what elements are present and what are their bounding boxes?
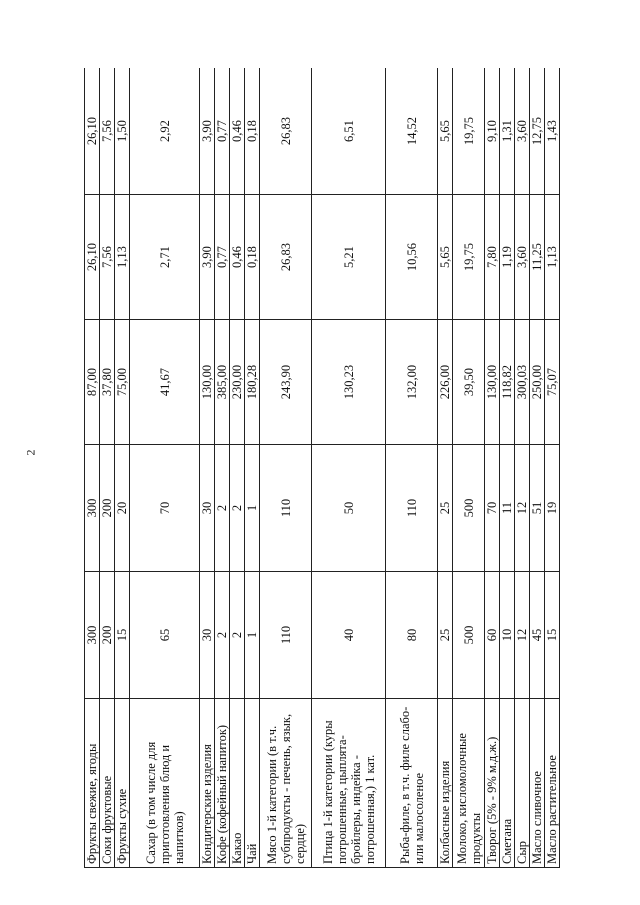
norm-1-cell: 12 (515, 572, 530, 699)
norm-1-cell: 500 (453, 572, 485, 699)
price-cell: 226,00 (438, 320, 453, 445)
table-row (260, 68, 312, 868)
norm-1-cell: 80 (386, 572, 438, 699)
price-cell: 130,00 (485, 320, 500, 445)
table-row (100, 68, 115, 868)
cost-1-cell: 1,13 (545, 195, 560, 320)
norm-2-cell: 1 (245, 445, 260, 572)
price-cell: 243,90 (260, 320, 312, 445)
cost-2-cell: 1,43 (545, 68, 560, 195)
norm-1-cell: 30 (200, 572, 215, 699)
product-name-cell: Колбасные изделия (438, 699, 453, 868)
price-cell: 75,00 (115, 320, 130, 445)
cost-2-cell: 0,18 (245, 68, 260, 195)
cost-1-cell: 10,56 (386, 195, 438, 320)
product-name-cell: Мясо 1-й категории (в т.ч. субпродукты - печень, язык, сердце) (260, 699, 312, 868)
product-name-cell: Молоко, кисломолочные продукты (453, 699, 485, 868)
product-name-cell: Рыба-филе, в т.ч. филе слабо- или малосоленое (386, 699, 438, 868)
cost-2-cell: 26,10 (85, 68, 100, 195)
norm-2-cell: 300 (85, 445, 100, 572)
table-row (115, 68, 130, 868)
price-cell: 75,07 (545, 320, 560, 445)
cost-1-cell: 19,75 (453, 195, 485, 320)
cost-1-cell: 5,65 (438, 195, 453, 320)
norm-1-cell: 1 (245, 572, 260, 699)
cost-1-cell: 5,21 (312, 195, 386, 320)
norm-2-cell: 2 (215, 445, 230, 572)
norm-1-cell: 40 (312, 572, 386, 699)
product-name-cell: Какао (230, 699, 245, 868)
cost-2-cell: 7,56 (100, 68, 115, 195)
product-name-cell: Творог (5% - 9% м.д.ж.) (485, 699, 500, 868)
cost-1-cell: 26,83 (260, 195, 312, 320)
table-row (200, 68, 215, 868)
cost-2-cell: 3,60 (515, 68, 530, 195)
price-cell: 180,28 (245, 320, 260, 445)
product-name-cell: Фрукты свежие, ягоды (85, 699, 100, 868)
norm-1-cell: 60 (485, 572, 500, 699)
table-row (485, 68, 500, 868)
norm-2-cell: 110 (386, 445, 438, 572)
price-cell: 39,50 (453, 320, 485, 445)
norm-2-cell: 11 (500, 445, 515, 572)
norm-2-cell: 2 (230, 445, 245, 572)
cost-1-cell: 3,90 (200, 195, 215, 320)
norm-1-cell: 2 (230, 572, 245, 699)
table-row (130, 68, 200, 868)
price-cell: 385,00 (215, 320, 230, 445)
cost-1-cell: 1,19 (500, 195, 515, 320)
price-cell: 130,00 (200, 320, 215, 445)
price-cell: 130,23 (312, 320, 386, 445)
norm-2-cell: 25 (438, 445, 453, 572)
table-row (230, 68, 245, 868)
norm-1-cell: 65 (130, 572, 200, 699)
cost-1-cell: 11,25 (530, 195, 545, 320)
table-row (215, 68, 230, 868)
cost-2-cell: 1,31 (500, 68, 515, 195)
table-viewport (84, 68, 607, 868)
norm-1-cell: 2 (215, 572, 230, 699)
cost-2-cell: 3,90 (200, 68, 215, 195)
norm-2-cell: 50 (312, 445, 386, 572)
cost-2-cell: 26,83 (260, 68, 312, 195)
cost-2-cell: 0,46 (230, 68, 245, 195)
table-row (500, 68, 515, 868)
table-row (515, 68, 530, 868)
product-name-cell: Сыр (515, 699, 530, 868)
cost-2-cell: 14,52 (386, 68, 438, 195)
norm-1-cell: 10 (500, 572, 515, 699)
cost-1-cell: 2,71 (130, 195, 200, 320)
table-row (453, 68, 485, 868)
food-norms-table (84, 68, 560, 868)
table-row (545, 68, 560, 868)
cost-2-cell: 0,77 (215, 68, 230, 195)
cost-2-cell: 12,75 (530, 68, 545, 195)
norm-2-cell: 70 (485, 445, 500, 572)
cost-1-cell: 7,56 (100, 195, 115, 320)
product-name-cell: Фрукты сухие (115, 699, 130, 868)
cost-2-cell: 5,65 (438, 68, 453, 195)
norm-2-cell: 12 (515, 445, 530, 572)
product-name-cell: Кондитерские изделия (200, 699, 215, 868)
product-name-cell: Масло сливочное (530, 699, 545, 868)
price-cell: 250,00 (530, 320, 545, 445)
product-name-cell: Кофе (кофейный напиток) (215, 699, 230, 868)
table-row (85, 68, 100, 868)
price-cell: 118,82 (500, 320, 515, 445)
norm-2-cell: 500 (453, 445, 485, 572)
norm-2-cell: 110 (260, 445, 312, 572)
cost-1-cell: 3,60 (515, 195, 530, 320)
norm-2-cell: 70 (130, 445, 200, 572)
price-cell: 87,00 (85, 320, 100, 445)
product-name-cell: Чай (245, 699, 260, 868)
rotated-table-container (84, 68, 607, 868)
norm-1-cell: 300 (85, 572, 100, 699)
cost-2-cell: 1,50 (115, 68, 130, 195)
norm-2-cell: 30 (200, 445, 215, 572)
table-row (245, 68, 260, 868)
norm-1-cell: 25 (438, 572, 453, 699)
cost-2-cell: 19,75 (453, 68, 485, 195)
norm-1-cell: 15 (115, 572, 130, 699)
cost-2-cell: 6,51 (312, 68, 386, 195)
page-number: 2 (23, 449, 38, 456)
table-row (312, 68, 386, 868)
cost-1-cell: 0,18 (245, 195, 260, 320)
price-cell: 300,03 (515, 320, 530, 445)
cost-1-cell: 0,77 (215, 195, 230, 320)
cost-2-cell: 9,10 (485, 68, 500, 195)
price-cell: 132,00 (386, 320, 438, 445)
table-row (530, 68, 545, 868)
product-name-cell: Масло растительное (545, 699, 560, 868)
norm-2-cell: 20 (115, 445, 130, 572)
norm-2-cell: 200 (100, 445, 115, 572)
norm-1-cell: 45 (530, 572, 545, 699)
cost-1-cell: 26,10 (85, 195, 100, 320)
norm-2-cell: 51 (530, 445, 545, 572)
cost-1-cell: 1,13 (115, 195, 130, 320)
norm-1-cell: 15 (545, 572, 560, 699)
table-row (438, 68, 453, 868)
table-row (386, 68, 438, 868)
norm-2-cell: 19 (545, 445, 560, 572)
price-cell: 37,80 (100, 320, 115, 445)
product-name-cell: Сахар (в том числе для приготовления блюд и напитков) (130, 699, 200, 868)
product-name-cell: Сметана (500, 699, 515, 868)
norm-1-cell: 110 (260, 572, 312, 699)
price-cell: 230,00 (230, 320, 245, 445)
price-cell: 41,67 (130, 320, 200, 445)
cost-1-cell: 7,80 (485, 195, 500, 320)
cost-2-cell: 2,92 (130, 68, 200, 195)
product-name-cell: Птица 1-й категории (куры потрошенные, цыплята-бройлеры, индейка - потрошенная,) 1 кат. (312, 699, 386, 868)
product-name-cell: Соки фруктовые (100, 699, 115, 868)
cost-1-cell: 0,46 (230, 195, 245, 320)
norm-1-cell: 200 (100, 572, 115, 699)
